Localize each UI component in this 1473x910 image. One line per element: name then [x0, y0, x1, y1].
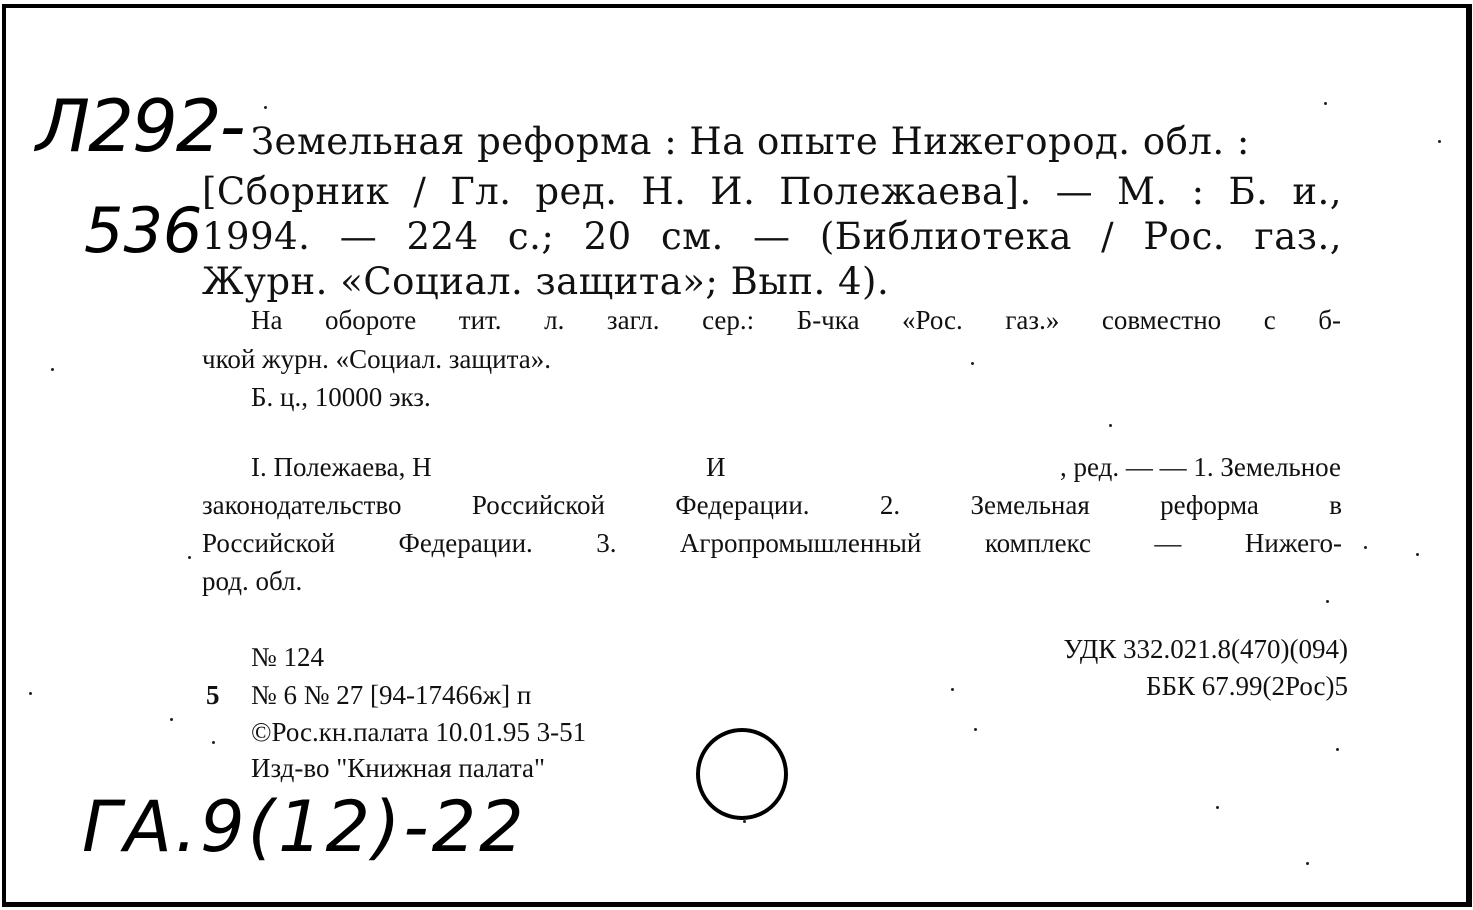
scan-speck	[1306, 862, 1309, 865]
title-line-2: [Сборник / Гл. ред. Н. И. Полежаева]. — М. : Б. и.,	[202, 170, 1342, 213]
catalog-line3: ©Рос.кн.палата 10.01.95 3-51	[251, 717, 587, 747]
subject-line-1-part1: I. Полежаева, Н	[251, 452, 432, 482]
scan-speck	[971, 362, 974, 365]
title-line-1	[251, 120, 1341, 163]
title-line-3: 1994. — 224 с.; 20 см. — (Библиотека / Рос. газ.,	[202, 215, 1342, 258]
scan-speck	[1364, 546, 1367, 549]
handwritten-call-number-bottom: ГА.9(12)-22	[82, 786, 527, 868]
scan-speck	[1324, 102, 1327, 105]
note-line-2: чкой журн. «Социал. защита».	[202, 344, 551, 374]
udk-code: УДК 332.021.8(470)(094)	[1063, 634, 1348, 664]
catalog-number: № 124	[251, 642, 325, 672]
subject-line-2: законодательство Российской Федерации. 2. Земельная реформа в	[202, 490, 1342, 520]
scan-speck	[951, 688, 954, 691]
scan-speck	[1416, 553, 1419, 556]
catalog-line4: Изд-во "Книжная палата"	[251, 753, 545, 783]
scan-speck	[1438, 140, 1441, 143]
handwritten-call-number-second: 536	[84, 194, 203, 267]
subject-line-4: род. обл.	[202, 566, 303, 596]
scan-speck	[1216, 806, 1219, 809]
subject-line-1-part2: И	[706, 452, 726, 482]
scan-speck	[51, 368, 54, 371]
note-line-1: На обороте тит. л. загл. сер.: Б-чка «Рос. газ.» совместно с б-	[251, 305, 1341, 335]
subject-line-1	[251, 452, 1341, 483]
scan-speck	[1326, 600, 1329, 603]
scan-speck	[170, 718, 173, 721]
scan-speck	[264, 106, 267, 109]
catalog-card	[2, 4, 1472, 907]
note-line-3: Б. ц., 10000 экз.	[251, 382, 431, 412]
stamp-circle	[696, 728, 788, 820]
scan-speck	[212, 741, 215, 744]
catalog-line2: № 6 № 27 [94-17466ж] п	[251, 680, 532, 710]
scan-speck	[1109, 424, 1112, 427]
scan-speck	[743, 820, 746, 823]
bbk-code: ББК 67.99(2Рос)5	[1146, 671, 1348, 701]
title-line-1-text: Земельная реформа : На опыте Нижегород. обл. :	[251, 120, 1250, 163]
scan-speck	[974, 728, 977, 731]
subject-line-1-part3: , ред. — — 1. Земельное	[1060, 452, 1341, 482]
scan-speck	[188, 556, 191, 559]
catalog-line2-prefix: 5	[206, 680, 220, 710]
handwritten-call-number-top: Л292-	[36, 84, 244, 168]
subject-line-3: Российской Федерации. 3. Агропромышленный комплекс — Нижего-	[202, 528, 1342, 558]
title-line-4: Журн. «Социал. защита»; Вып. 4).	[202, 260, 890, 303]
scan-speck	[29, 692, 32, 695]
scan-speck	[1336, 748, 1339, 751]
